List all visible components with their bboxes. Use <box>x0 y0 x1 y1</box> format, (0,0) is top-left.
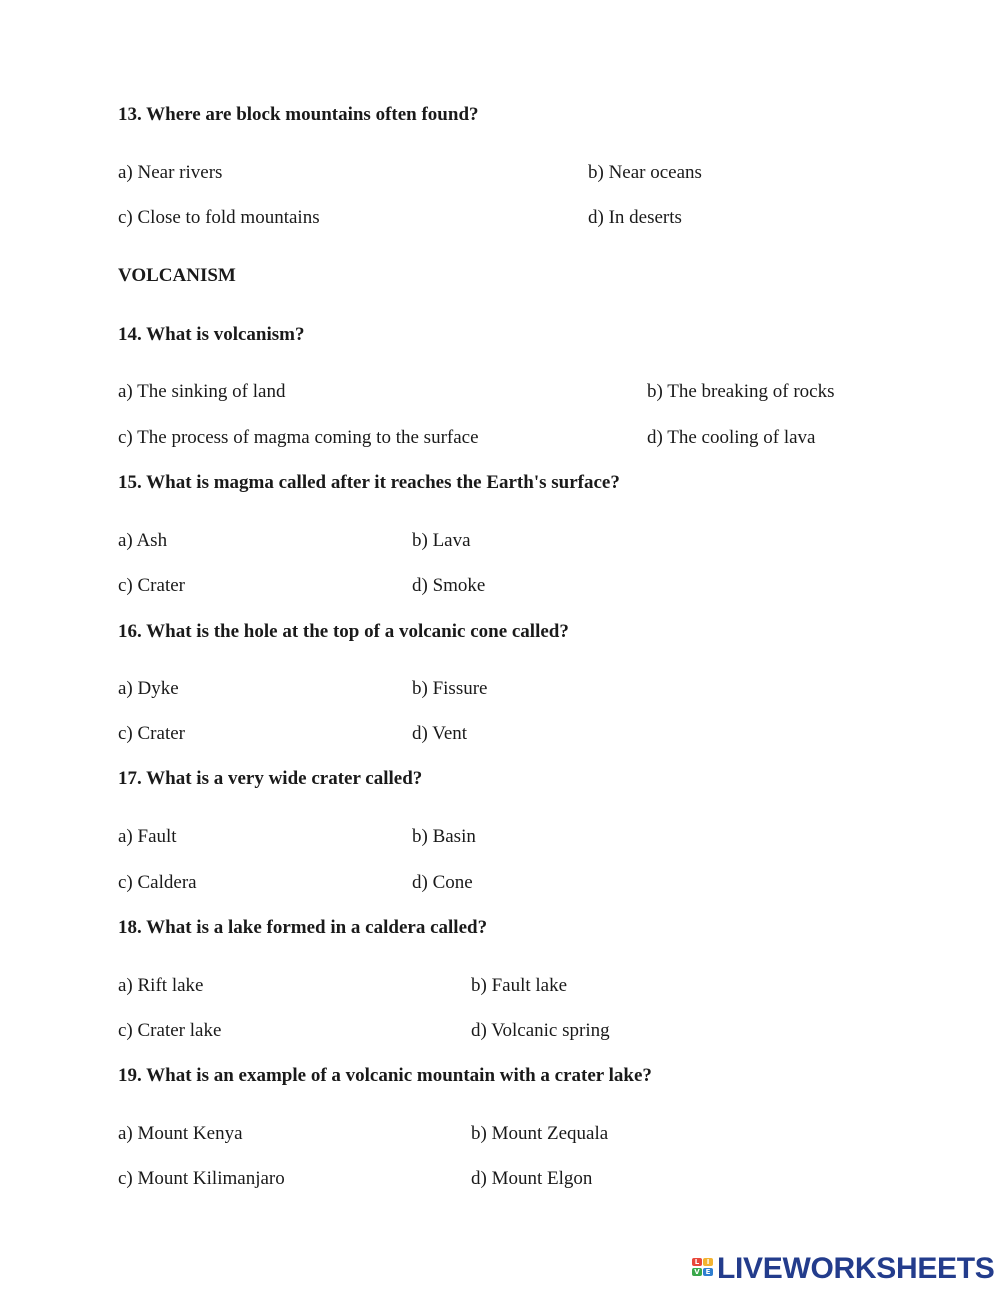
option-14d[interactable]: d) The cooling of lava <box>647 427 816 448</box>
option-19a[interactable]: a) Mount Kenya <box>118 1123 243 1144</box>
option-18c[interactable]: c) Crater lake <box>118 1020 222 1041</box>
option-13a[interactable]: a) Near rivers <box>118 162 223 183</box>
option-15c[interactable]: c) Crater <box>118 575 185 596</box>
option-17c[interactable]: c) Caldera <box>118 872 197 893</box>
option-17a[interactable]: a) Fault <box>118 826 177 847</box>
section-heading: VOLCANISM <box>118 265 236 286</box>
question-14: 14. What is volcanism? <box>118 324 305 345</box>
option-16d[interactable]: d) Vent <box>412 723 468 744</box>
logo-text: LIVEWORKSHEETS <box>717 1252 995 1285</box>
question-13: 13. Where are block mountains often found? <box>118 104 479 125</box>
option-13c[interactable]: c) Close to fold mountains <box>118 207 320 228</box>
option-18a[interactable]: a) Rift lake <box>118 975 204 996</box>
logo-block-e: E <box>703 1268 713 1276</box>
logo-block-v: V <box>692 1268 702 1276</box>
question-18: 18. What is a lake formed in a caldera called? <box>118 917 488 938</box>
option-17b[interactable]: b) Basin <box>412 826 476 847</box>
option-14c[interactable]: c) The process of magma coming to the surface <box>118 427 479 448</box>
liveworksheets-logo[interactable] <box>692 1253 995 1285</box>
option-18d[interactable]: d) Volcanic spring <box>471 1020 610 1041</box>
liveworksheets-logo-icon <box>692 1256 714 1282</box>
option-13b[interactable]: b) Near oceans <box>588 162 702 183</box>
option-17d[interactable]: d) Cone <box>412 872 473 893</box>
option-15a[interactable]: a) Ash <box>118 530 168 551</box>
option-16c[interactable]: c) Crater <box>118 723 185 744</box>
logo-block-l: L <box>692 1258 702 1266</box>
option-19d[interactable]: d) Mount Elgon <box>471 1168 593 1189</box>
option-15d[interactable]: d) Smoke <box>412 575 486 596</box>
question-17: 17. What is a very wide crater called? <box>118 768 423 789</box>
option-14b[interactable]: b) The breaking of rocks <box>647 381 835 402</box>
question-19: 19. What is an example of a volcanic mountain with a crater lake? <box>118 1065 652 1086</box>
option-18b[interactable]: b) Fault lake <box>471 975 568 996</box>
option-19c[interactable]: c) Mount Kilimanjaro <box>118 1168 285 1189</box>
option-14a[interactable]: a) The sinking of land <box>118 381 286 402</box>
option-15b[interactable]: b) Lava <box>412 530 471 551</box>
question-15: 15. What is magma called after it reaches the Earth's surface? <box>118 472 620 493</box>
question-16: 16. What is the hole at the top of a volcanic cone called? <box>118 621 569 642</box>
logo-block-i: I <box>703 1258 713 1266</box>
option-16a[interactable]: a) Dyke <box>118 678 179 699</box>
option-13d[interactable]: d) In deserts <box>588 207 682 228</box>
option-16b[interactable]: b) Fissure <box>412 678 488 699</box>
option-19b[interactable]: b) Mount Zequala <box>471 1123 609 1144</box>
